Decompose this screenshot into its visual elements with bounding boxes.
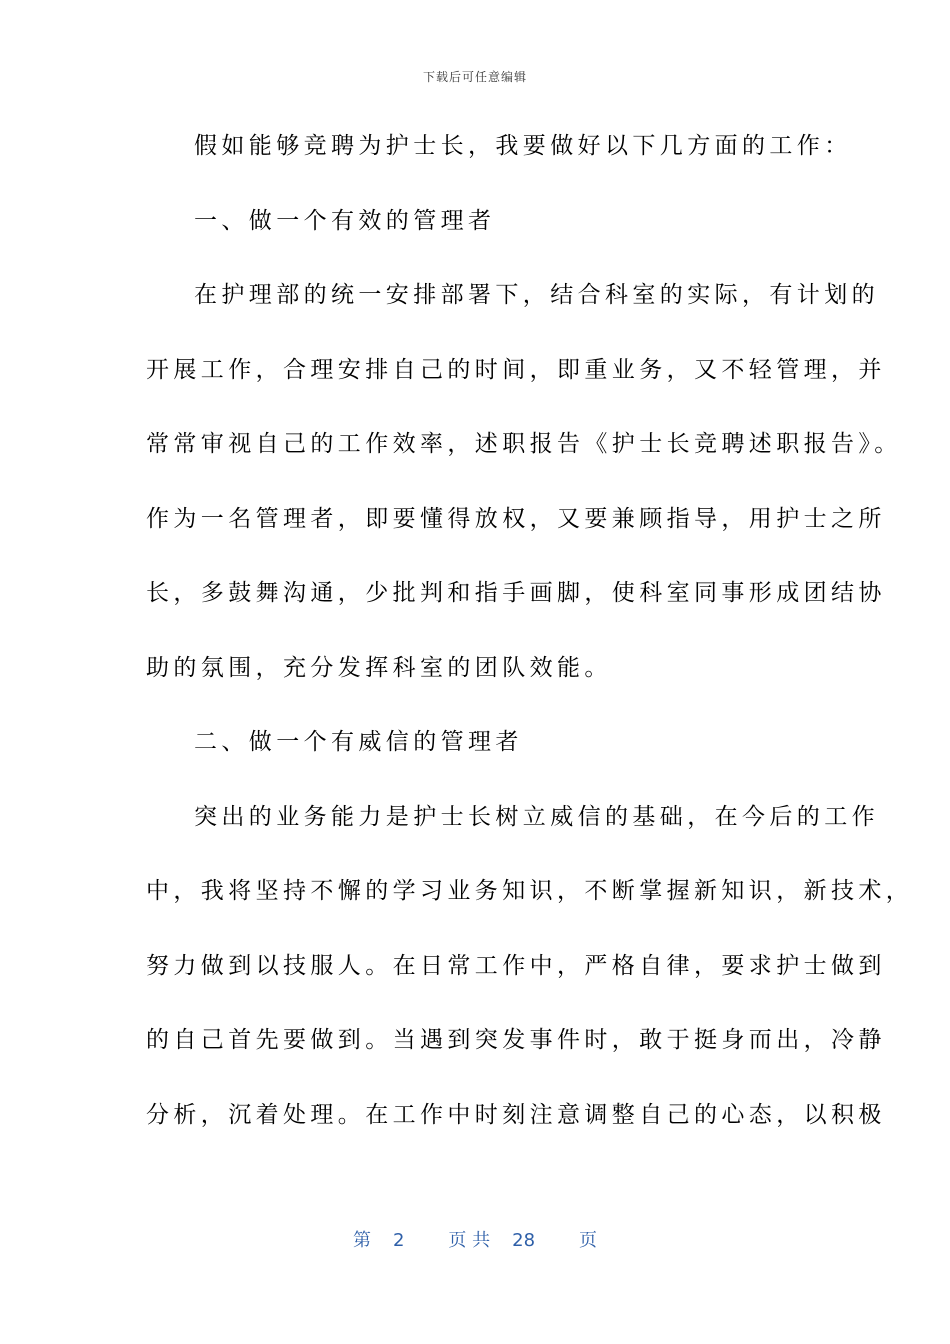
paragraph-line: 突出的业务能力是护士长树立威信的基础，在今后的工作 [194,803,879,830]
header-watermark: 下载后可任意编辑 [422,70,527,84]
footer-page-number: 2 [392,1230,405,1251]
footer-total-pages: 28 [512,1230,536,1251]
footer-prefix: 第 [352,1230,371,1251]
paragraph-line: 的自己首先要做到。当遇到突发事件时，敢于挺身而出，冷静 [146,1027,886,1053]
paragraph-line: 常常审视自己的工作效率，述职报告《护士长竞聘述职报告》。 [146,431,902,457]
page-footer [0,1226,950,1252]
section-heading: 一、做一个有效的管理者 [194,207,496,234]
paragraph-line: 假如能够竞聘为护士长，我要做好以下几方面的工作： [194,133,852,159]
paragraph-line: 开展工作，合理安排自己的时间，即重业务，又不轻管理，并 [146,356,886,383]
footer-suffix: 页 [579,1230,598,1251]
footer-middle: 页 共 [448,1230,491,1251]
paragraph-line: 在护理部的统一安排部署下，结合科室的实际，有计划的 [194,282,879,308]
paragraph-line: 助的氛围，充分发挥科室的团队效能。 [146,654,612,681]
document-body [146,125,914,1168]
paragraph-line: 长，多鼓舞沟通，少批判和指手画脚，使科室同事形成团结协 [146,580,886,606]
section-heading: 二、做一个有威信的管理者 [194,729,523,755]
paragraph-line: 作为一名管理者，即要懂得放权，又要兼顾指导，用护士之所 [146,505,886,532]
paragraph-line: 分析，沉着处理。在工作中时刻注意调整自己的心态，以积极 [146,1101,886,1128]
paragraph-line: 中，我将坚持不懈的学习业务知识，不断掌握新知识，新技术， [146,878,914,904]
paragraph-line: 努力做到以技服人。在日常工作中，严格自律，要求护士做到 [146,952,886,979]
